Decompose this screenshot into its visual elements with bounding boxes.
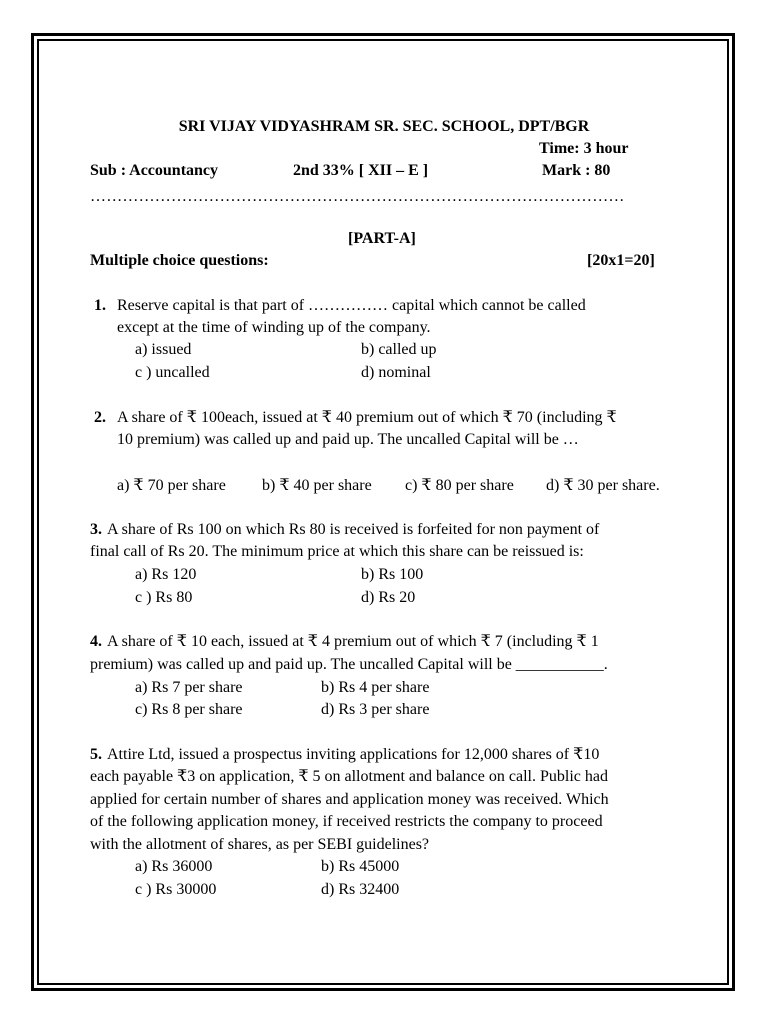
question-2-option-b: b) ₹ 40 per share [262, 477, 372, 494]
question-1-number: 1. [94, 297, 106, 314]
question-1-text-line-1: Reserve capital is that part of …………… capital which cannot be called [117, 297, 586, 314]
question-5-text-line-4: of the following application money, if received restricts the company to proceed [90, 813, 603, 830]
question-3-option-d: d) Rs 20 [361, 589, 416, 606]
exam-time: Time: 3 hour [539, 140, 629, 157]
part-title: [PART-A] [348, 230, 416, 247]
question-2-option-d: d) ₹ 30 per share. [546, 477, 660, 494]
question-5-number: 5. [90, 746, 102, 763]
question-2-option-c: c) ₹ 80 per share [405, 477, 514, 494]
question-1-option-d: d) nominal [361, 364, 431, 381]
question-4-text-line-1: A share of ₹ 10 each, issued at ₹ 4 premium out of which ₹ 7 (including ₹ 1 [107, 633, 599, 650]
question-3-option-a: a) Rs 120 [135, 566, 197, 583]
max-marks: Mark : 80 [542, 162, 611, 179]
question-3-text-line-2: final call of Rs 20. The minimum price at which this share can be reissued is: [90, 543, 584, 560]
question-1-text-line-2: except at the time of winding up of the company. [117, 319, 431, 336]
exam-name: 2nd 33% [ XII – E ] [293, 162, 429, 179]
subject: Sub : Accountancy [90, 162, 219, 179]
school-name: SRI VIJAY VIDYASHRAM SR. SEC. SCHOOL, DPT/BGR [178, 118, 590, 135]
question-1-option-b: b) called up [361, 341, 437, 358]
question-4-option-b: b) Rs 4 per share [321, 679, 430, 696]
question-5-option-c: c ) Rs 30000 [135, 881, 217, 898]
question-5-text-line-3: applied for certain number of shares and application money was received. Which [90, 791, 609, 808]
question-5-option-d: d) Rs 32400 [321, 881, 400, 898]
section-marks: [20x1=20] [587, 252, 655, 269]
question-4-number: 4. [90, 633, 102, 650]
question-1-option-c: c ) uncalled [135, 364, 210, 381]
question-5-text-line-2: each payable ₹3 on application, ₹ 5 on allotment and balance on call. Public had [90, 768, 608, 785]
question-5-option-b: b) Rs 45000 [321, 858, 400, 875]
question-2-option-a: a) ₹ 70 per share [117, 477, 226, 494]
question-2-number: 2. [94, 409, 106, 426]
question-5-option-a: a) Rs 36000 [135, 858, 213, 875]
dotted-separator: ……………………………………………………………………………………… [90, 188, 625, 205]
question-4-option-c: c) Rs 8 per share [135, 701, 243, 718]
section-title: Multiple choice questions: [90, 252, 269, 269]
question-4-option-d: d) Rs 3 per share [321, 701, 430, 718]
question-3-number: 3. [90, 521, 102, 538]
question-5-text-line-5: with the allotment of shares, as per SEBI guidelines? [90, 836, 430, 853]
question-1-option-a: a) issued [135, 341, 192, 358]
question-2-text-line-2: 10 premium) was called up and paid up. The uncalled Capital will be … [117, 431, 579, 448]
question-3-text-line-1: A share of Rs 100 on which Rs 80 is received is forfeited for non payment of [107, 521, 600, 538]
question-5-text-line-1: Attire Ltd, issued a prospectus inviting applications for 12,000 shares of ₹10 [107, 746, 600, 763]
question-3-option-c: c ) Rs 80 [135, 589, 193, 606]
question-4-text-line-2: premium) was called up and paid up. The uncalled Capital will be ___________. [90, 656, 608, 673]
question-3-option-b: b) Rs 100 [361, 566, 424, 583]
question-2-text-line-1: A share of ₹ 100each, issued at ₹ 40 premium out of which ₹ 70 (including ₹ [117, 409, 617, 426]
question-4-option-a: a) Rs 7 per share [135, 679, 243, 696]
